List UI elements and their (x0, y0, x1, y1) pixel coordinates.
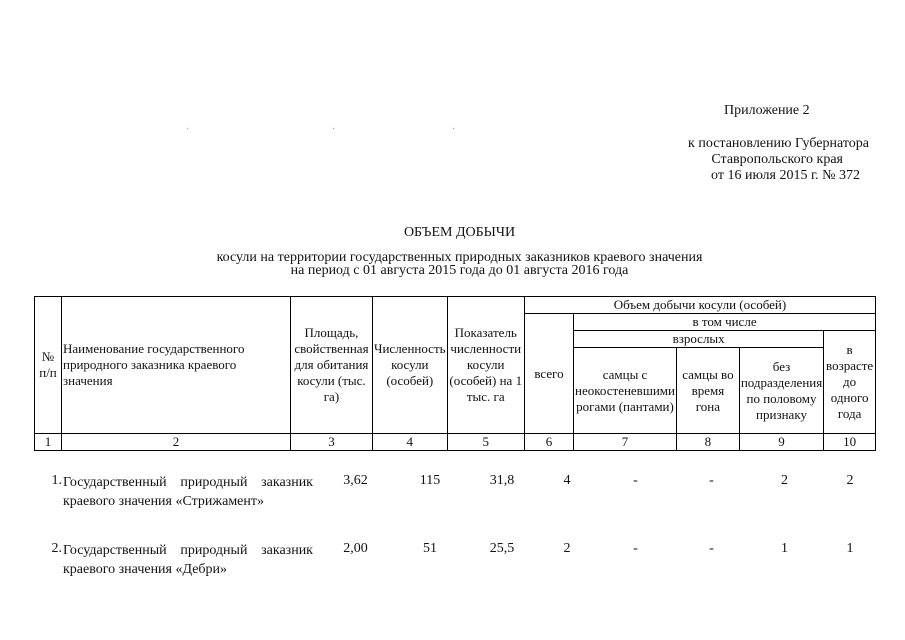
appendix-label: Приложение 2 (724, 103, 810, 118)
col-males-rut-header: самцы во время гона (676, 348, 739, 434)
males-antlers-value: - (633, 541, 638, 556)
young-value: 1 (846, 541, 854, 556)
males-antlers-value: - (633, 473, 638, 488)
col-total-header: всего (524, 314, 573, 434)
no-sex-value: 1 (781, 541, 788, 556)
col-males-antlers-header: самцы с неокостеневшими рогами (пантами) (574, 348, 677, 434)
scan-speck: · (186, 124, 190, 135)
col-index: 10 (824, 434, 876, 451)
document-subtitle (0, 251, 905, 277)
col-index: 4 (373, 434, 448, 451)
decree-line-3: от 16 июля 2015 г. № 372 (711, 168, 860, 183)
density-value: 31,8 (489, 473, 515, 488)
row-number: 2. (51, 541, 62, 556)
decree-reference (629, 130, 869, 184)
males-rut-value: - (709, 473, 714, 488)
col-index: 9 (739, 434, 823, 451)
scan-speck: · (452, 124, 456, 135)
col-num-header: № п/п (35, 297, 62, 434)
row-number: 1. (51, 473, 62, 488)
col-no-sex-header: без подразделения по половому признаку (739, 348, 823, 434)
col-index: 1 (35, 434, 62, 451)
count-value: 51 (423, 541, 437, 556)
decree-line-2: Ставропольского края (711, 152, 843, 167)
density-value: 25,5 (489, 541, 515, 556)
total-value: 2 (563, 541, 571, 556)
col-density-header: Показатель численности косули (особей) на 1 тыс. га (447, 297, 524, 434)
col-index: 3 (290, 434, 372, 451)
decree-line-1: к постановлению Губернатора (688, 136, 869, 151)
scan-speck: · (332, 124, 336, 135)
quota-table-header (34, 296, 876, 451)
col-index: 2 (62, 434, 291, 451)
document-title: ОБЪЕМ ДОБЫЧИ (403, 225, 516, 240)
reserve-name: Государственный природный заказник краевого значения «Дебри» (63, 543, 313, 577)
col-index: 7 (574, 434, 677, 451)
volume-group-header: Объем добычи косули (особей) (524, 297, 875, 314)
count-value: 115 (419, 473, 441, 488)
males-rut-value: - (709, 541, 714, 556)
col-area-header: Площадь, свойственная для обитания косули (тыс. га) (290, 297, 372, 434)
col-index: 8 (676, 434, 739, 451)
total-value: 4 (563, 473, 571, 488)
no-sex-value: 2 (781, 473, 788, 488)
adults-group-header: взрослых (574, 331, 824, 348)
subtitle-line-2: на период с 01 августа 2015 года до 01 августа 2016 года (290, 263, 629, 278)
col-count-header: Численность косули (особей) (373, 297, 448, 434)
area-value: 2,00 (343, 541, 368, 556)
young-value: 2 (846, 473, 854, 488)
col-young-header: в возрасте до одного года (824, 331, 876, 434)
area-value: 3,62 (343, 473, 368, 488)
col-index: 6 (524, 434, 573, 451)
subtitle-line-1: косули на территории государственных природных заказников краевого значения (216, 250, 703, 265)
col-index: 5 (447, 434, 524, 451)
reserve-name: Государственный природный заказник краевого значения «Стрижамент» (63, 475, 313, 509)
col-name-header: Наименование государственного природного заказника краевого значения (62, 297, 291, 434)
incl-group-header: в том числе (574, 314, 876, 331)
